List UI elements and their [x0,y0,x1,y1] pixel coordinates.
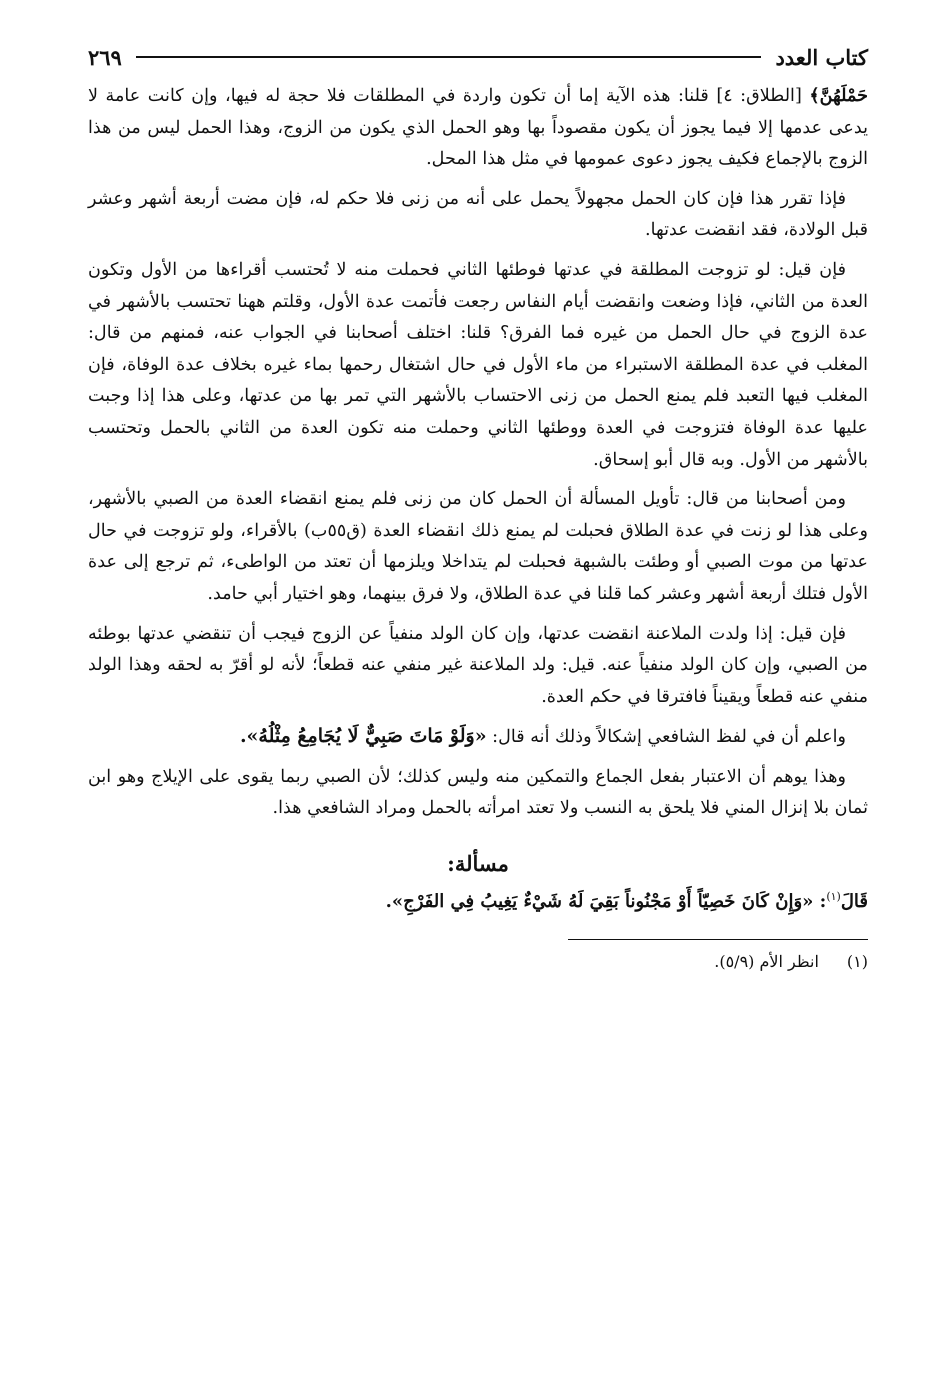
shafii-quote: «وَلَوْ مَاتَ صَبِيٌّ لَا يُجَامِعُ مِثْلُهُ». [239,725,487,748]
document-page [88,40,868,974]
quran-fragment: حَمْلَهُنَّ﴾ [809,85,869,106]
paragraph-1-text: [الطلاق: ٤] قلنا: هذه الآية إما أن تكون واردة في المطلقات فلا حجة له فيها، وإن كانت عامة لا يدعى عدمها إلا فيما يجوز أن يكون مقصوداً بها وهو الحمل الذي يكون من الزوج، وهذا الحمل ليس من هذا الزوج بالإجماع فكيف يجوز دعوى عمومها في مثل هذا المحل. [88,86,869,170]
paragraph-4 [88,484,868,610]
paragraph-2 [88,184,868,247]
paragraph-6 [88,721,868,754]
section-title: مسألة: [447,851,509,877]
paragraph-5 [88,619,868,714]
paragraph-3-text: فإن قيل: لو تزوجت المطلقة في عدتها فوطئها الثاني فحملت منه لا تُحتسب أقراءها من الأول وتكون العدة من الثاني، فإذا وضعت وانقضت أيام النفاس رجعت فأتمت عدة الأول، وقلتم ههنا تحتسب بالأشهر في عدة الزوج في حال الحمل من غيره فما الفرق؟ قلنا: اختلف أصحابنا في الجواب عنه، فمنهم من قال: المغلب في عدة المطلقة الاستبراء من ماء الأول في حال اشتغال رحمها بماء غيره بخلاف عدة الوفاة، فإن المغلب فيها التعبد فلم يمنع الحمل من زنى الاحتساب بالأشهر التي تمر بها من عدتها، وعلى هذا إذا وجبت عليها عدة الوفاة فتزوجت في العدة ووطئها الثاني وحملت منه تكون العدة من الثاني بالحمل وتحتسب بالأشهر من الأول. وبه قال أبو إسحاق. [88,259,868,470]
footnote [88,950,868,974]
page-header [88,40,868,74]
paragraph-6-text: واعلم أن في لفظ الشافعي إشكالاً وذلك أنه قال: [486,727,846,748]
masala-label: قَالَ [840,891,868,913]
masala-statement [88,880,868,919]
paragraph-7-text: وهذا يوهم أن الاعتبار بفعل الجماع والتمكين منه وليس كذلك؛ لأن الصبي ربما يقوى على الإيلاج وهو ابن ثمان بلا إنزال المني فلا يلحق به النسب ولا تعتد امرأته بالحمل ومراد الشافعي هذا. [88,766,868,819]
page-number: ٢٦٩ [88,44,122,70]
footnote-text: انظر الأم (٥/٩). [714,952,819,972]
paragraph-2-text: فإذا تقرر هذا فإن كان الحمل مجهولاً يحمل على أنه من زنى فلا حكم له، فإن مضت أربعة أشهر وعشر قبل الولادة، فقد انقضت عدتها. [88,188,868,241]
paragraph-7 [88,762,868,825]
footnote-rule [568,939,868,940]
paragraph-5-text: فإن قيل: إذا ولدت الملاعنة انقضت عدتها، وإن كان الولد منفياً عن الزوج فيجب أن تنقضي عدتها بوطئه من الصبي، وإن كان الولد منفياً عنه. قيل: ولد الملاعنة غير منفي عنه قطعاً؛ لأنه لو أقرّ به لحقه وهذا الولد منفي عنه قطعاً ويقيناً فافترقا في حكم العدة. [88,623,868,707]
header-rule [136,56,762,58]
paragraph-4-text: ومن أصحابنا من قال: تأويل المسألة أن الحمل كان من زنى فلم يمنع انقضاء العدة من الصبي بالأشهر، وعلى هذا لو زنت في عدة الطلاق فحبلت لم يمنع ذلك انقضاء العدة (ق٥٥ب) بالأقراء، ولو تزوجت في حال عدتها من موت الصبي أو وطئت بالشبهة فحبلت لم يتداخلا ويلزمها أن تعتد من الواطىء، ثم ترجع إلى عدة الأول فتلك أربعة أشهر وعشر كما قلنا في عدة الطلاق، ولا فرق بينهما، وهو اختيار أبي حامد. [88,489,868,604]
masala-quote: : «وَإِنْ كَانَ خَصِيّاً أَوْ مَجْنُوناً بَقِيَ لَهُ شَيْءٌ يَغِيبُ فِي الفَرْجِ». [385,891,827,913]
footnote-marker[interactable]: (١) [826,890,841,904]
footnote-number: (١) [846,952,868,972]
paragraph-3 [88,255,868,476]
paragraph-1 [88,80,868,176]
chapter-title: كتاب العدد [775,44,868,70]
